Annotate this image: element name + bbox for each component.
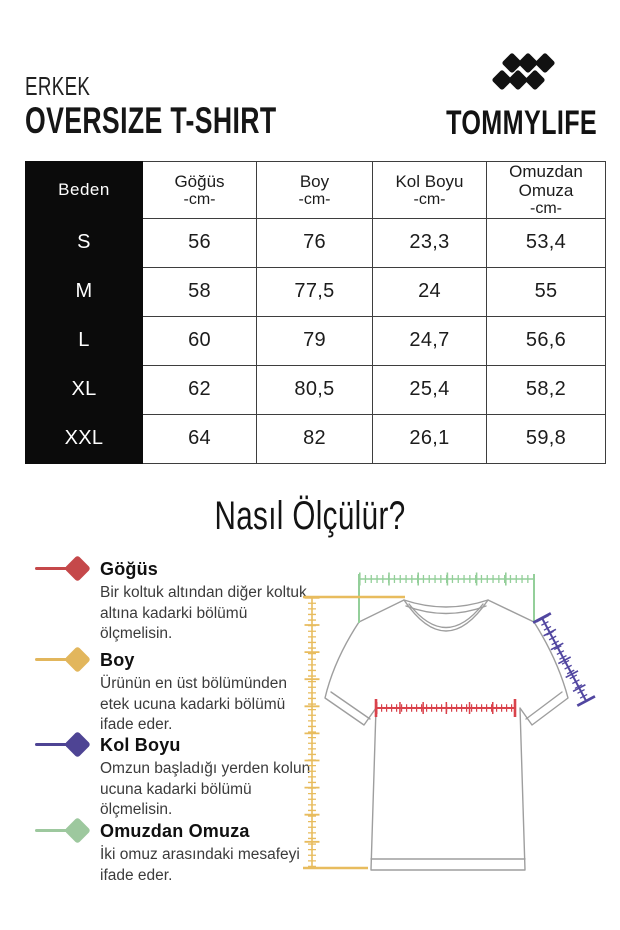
measure-item-omuzdan-omuza <box>25 821 300 886</box>
measure-item-name: Kol Boyu <box>100 735 181 755</box>
size-cell: XL <box>26 365 143 414</box>
category-label: ERKEK <box>25 71 91 101</box>
size-cell: S <box>26 218 143 267</box>
table-row <box>26 267 606 316</box>
col-header-gogus: Göğüs -cm- <box>143 162 257 219</box>
value-cell: 55 <box>487 267 606 316</box>
size-cell: XXL <box>26 414 143 463</box>
value-cell: 58,2 <box>487 365 606 414</box>
col-header-beden: Beden <box>26 162 143 219</box>
value-cell: 58 <box>143 267 257 316</box>
table-header-row <box>26 162 606 219</box>
col-header-omuzdan-omuza: Omuzdan Omuza -cm- <box>487 162 606 219</box>
value-cell: 64 <box>143 414 257 463</box>
value-cell: 53,4 <box>487 218 606 267</box>
size-table <box>25 161 606 464</box>
col-header-boy: Boy -cm- <box>257 162 373 219</box>
measure-item-name: Omuzdan Omuza <box>100 821 250 841</box>
measure-item-description: Ürünün en üst bölümünden etek ucuna kadarki bölümü ifade eder. <box>100 675 287 733</box>
measure-item-description: Omzun başladığı yerden kolun ucuna kadarki bölümü ölçmelisin. <box>100 760 311 818</box>
measure-item-boy <box>25 650 295 736</box>
value-cell: 76 <box>257 218 373 267</box>
table-row <box>26 218 606 267</box>
value-cell: 79 <box>257 316 373 365</box>
measure-item-description: Bir koltuk altından diğer koltuk altına kadarki bölümü ölçmelisin. <box>100 584 307 642</box>
value-cell: 59,8 <box>487 414 606 463</box>
size-cell: L <box>26 316 143 365</box>
value-cell: 25,4 <box>373 365 487 414</box>
value-cell: 60 <box>143 316 257 365</box>
value-cell: 77,5 <box>257 267 373 316</box>
omuzdan-omuza-diamond-icon <box>35 821 97 841</box>
size-cell: M <box>26 267 143 316</box>
table-row <box>26 414 606 463</box>
how-to-measure-title: Nasıl Ölçülür? <box>214 494 406 538</box>
measure-item-kol-boyu <box>25 735 311 821</box>
value-cell: 56,6 <box>487 316 606 365</box>
value-cell: 62 <box>143 365 257 414</box>
measure-item-description: İki omuz arasındaki mesafeyi ifade eder. <box>100 846 300 884</box>
value-cell: 80,5 <box>257 365 373 414</box>
value-cell: 82 <box>257 414 373 463</box>
measure-item-name: Göğüs <box>100 559 158 579</box>
value-cell: 26,1 <box>373 414 487 463</box>
value-cell: 24,7 <box>373 316 487 365</box>
table-row <box>26 316 606 365</box>
tshirt-outline <box>325 600 568 870</box>
measure-item-gogus <box>25 559 307 645</box>
boy-diamond-icon <box>35 650 97 670</box>
kol-boyu-diamond-icon <box>35 735 97 755</box>
value-cell: 23,3 <box>373 218 487 267</box>
brand-name: TOMMYLIFE <box>445 104 597 142</box>
col-header-kol-boyu: Kol Boyu -cm- <box>373 162 487 219</box>
brand-diamonds-icon <box>488 50 560 94</box>
product-title: OVERSIZE T-SHIRT <box>25 100 277 141</box>
table-row <box>26 365 606 414</box>
value-cell: 56 <box>143 218 257 267</box>
gogus-diamond-icon <box>35 559 97 579</box>
tshirt-measurement-diagram <box>300 548 620 930</box>
measure-item-name: Boy <box>100 650 135 670</box>
value-cell: 24 <box>373 267 487 316</box>
